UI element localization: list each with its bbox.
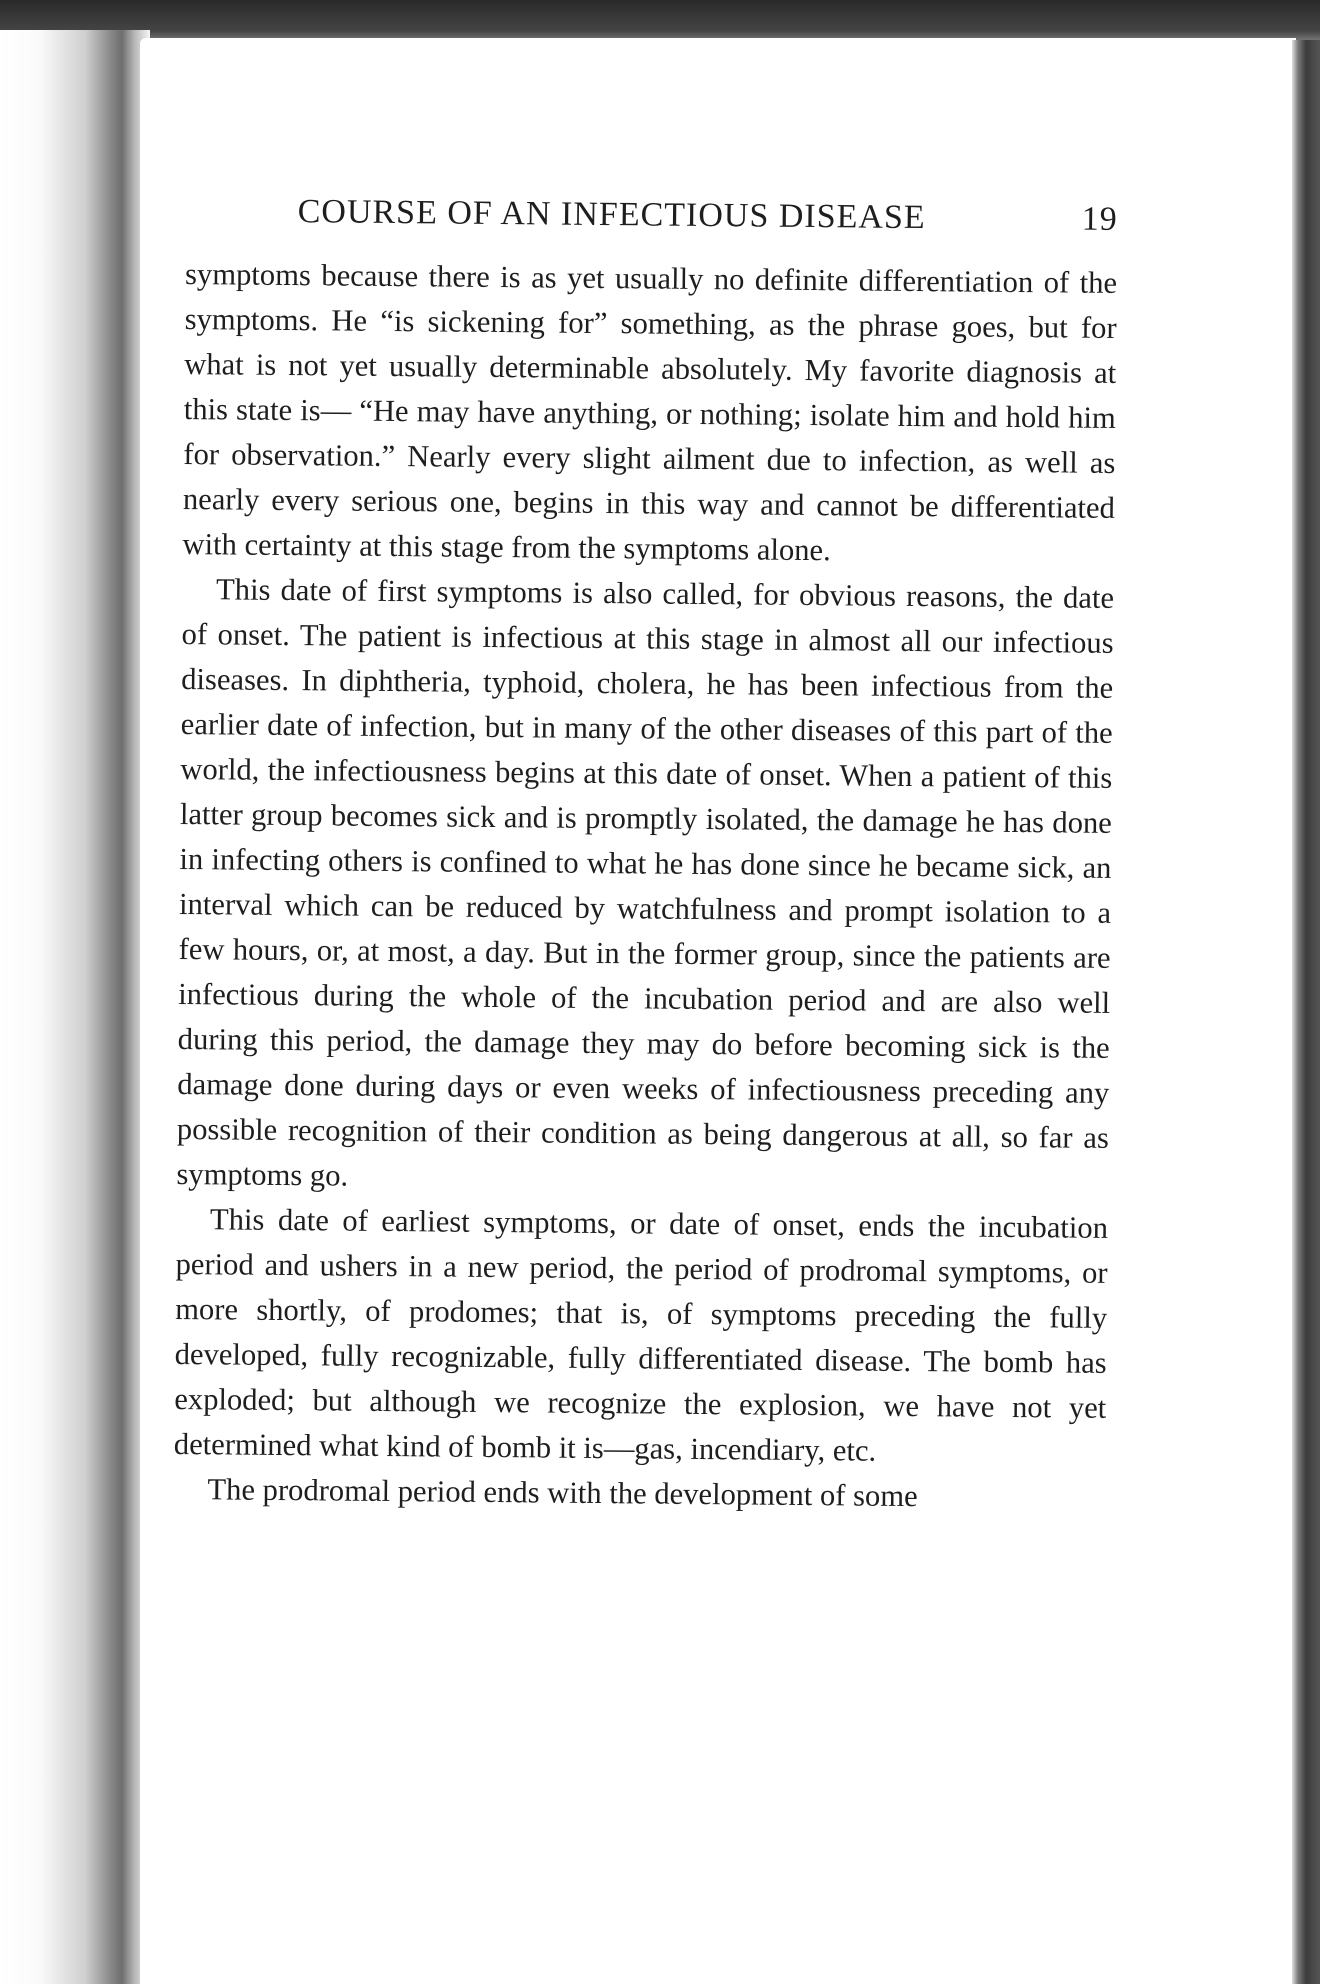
- paragraph-continued: symptoms because there is as yet usually no definite differentiation of the symptoms. He “is sickening for” something, as the phrase goes, but for what is not yet usually determinable absolutely. My favorite diagnosis at this state is— “He may have anything, or nothing; isolate him and hold him for observation.” Nearly every slight ailment due to infection, as well as nearly every serious one, begins in this way and cannot be differentiated with certainty at this stage from the symptoms alone.: [182, 256, 1118, 568]
- book-binding-shadow: [0, 30, 150, 1984]
- page-number: 19: [1081, 200, 1118, 238]
- running-head-title: COURSE OF AN INFECTIOUS DISEASE: [297, 193, 926, 237]
- running-header: [185, 180, 1118, 261]
- page-text: [173, 180, 1118, 1521]
- page-edge: [1292, 40, 1320, 1984]
- paragraph-final-line: The prodromal period ends with the development of some: [207, 1472, 918, 1514]
- paragraph: This date of earliest symptoms, or date of onset, ends the incubation period and ushers in a new period, the period of prodromal symptoms, or more shortly, of prodomes; that is, of symptoms preceding the fully developed, fully recognizable, fully differentiated disease. The bomb has exploded; but although we recognize the explosion, we have not yet determined what kind of bomb it is—gas, incendiary, etc.: [173, 1202, 1109, 1468]
- paragraph: This date of first symptoms is also called, for obvious reasons, the date of onset. The patient is infectious at this stage in almost all our infectious diseases. In diphtheria, typhoid, cholera, he has been infectious from the earlier date of infection, but in many of the other diseases of this part of the world, the infectiousness begins at this date of onset. When a patient of this latter group becomes sick and is promptly isolated, the damage he has done in infecting others is confined to what he has done since he became sick, an interval which can be reduced by watchfulness and prompt isolation to a few hours, or, at most, a day. But in the former group, since the patients are infectious during the whole of the incubation period and are also well during this period, the damage they may do before becoming sick is the damage done during days or even weeks of infectiousness preceding any possible recognition of their condition as being dangerous at all, so far as symptoms go.: [176, 572, 1115, 1193]
